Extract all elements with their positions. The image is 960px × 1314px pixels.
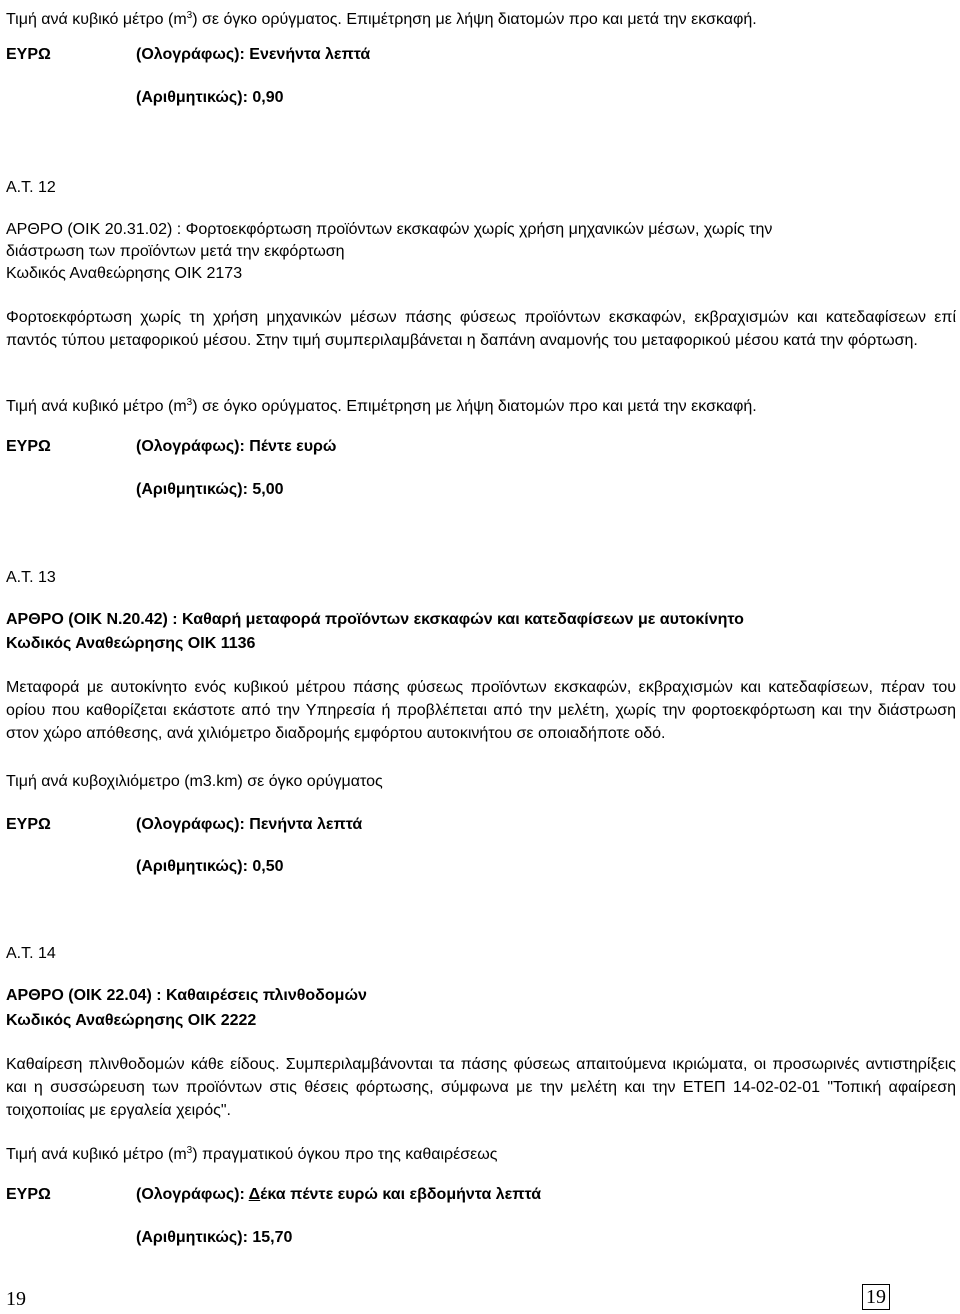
article-title: ΑΡΘΡΟ (ΟΙΚ 20.31.02) : Φορτοεκφόρτωση προϊόντων εκσκαφών χωρίς χρήση μηχανικών μέσων, χωρίς την bbox=[6, 221, 773, 238]
price-in-words: (Ολογράφως): Ενενήντα λεπτά bbox=[136, 46, 371, 63]
page-number-left: 19 bbox=[6, 1288, 26, 1310]
revision-code: Κωδικός Αναθεώρησης ΟΙΚ 1136 bbox=[6, 635, 256, 652]
currency-label: ΕΥΡΩ bbox=[6, 1186, 51, 1203]
item-number: Α.Τ. 13 bbox=[6, 569, 56, 586]
price-in-words: (Ολογράφως): Πέντε ευρώ bbox=[136, 438, 337, 455]
price-line: Τιμή ανά κυβικό μέτρο $(m^3)$ σε όγκο ορύγματος. Επιμέτρηση με λήψη διατομών προ και μετά την εκσκαφή. bbox=[6, 397, 757, 415]
currency-label: ΕΥΡΩ bbox=[6, 816, 51, 833]
item-number: Α.Τ. 12 bbox=[6, 179, 56, 196]
page-number-right: 19 bbox=[862, 1284, 890, 1310]
item-number: Α.Τ. 14 bbox=[6, 945, 56, 962]
article-title: ΑΡΘΡΟ (ΟΙΚ Ν.20.42) : Καθαρή μεταφορά προϊόντων εκσκαφών και κατεδαφίσεων με αυτοκίνητο bbox=[6, 611, 744, 628]
article-title-cont: διάστρωση των προϊόντων μετά την εκφόρτωση bbox=[6, 243, 345, 260]
price-in-words: (Ολογράφως): Πενήντα λεπτά bbox=[136, 816, 363, 833]
article-description: Φορτοεκφόρτωση χωρίς τη χρήση μηχανικών μέσων πάσης φύσεως προϊόντων εκσκαφών, εκβραχισμών και κατεδαφίσεων επί παντός τύπου μεταφορικού μέσου. Στην τιμή συμπεριλαμβάνεται η δαπάνη αναμονής του μεταφορικού μέσου κατά την φόρτωση. bbox=[6, 309, 956, 349]
price-line: Τιμή ανά κυβοχιλιόμετρο (m3.km) σε όγκο ορύγματος bbox=[6, 773, 383, 790]
article-description: Καθαίρεση πλινθοδομών κάθε είδους. Συμπεριλαμβάνονται τα πάσης φύσεως απαιτούμενα ικριώματα, οι προσωρινές αντιστηρίξεις και η συσσώρευση των προϊόντων στις θέσεις φόρτωσης, σύμφωνα με την μελέτη και την ΕΤΕΠ 14-02-02-01 "Τοπική αφαίρεση τοιχοποιίας με εργαλεία χειρός". bbox=[6, 1056, 956, 1119]
currency-label: ΕΥΡΩ bbox=[6, 438, 51, 455]
price-numeric: (Αριθμητικώς): 15,70 bbox=[136, 1229, 293, 1246]
price-numeric: (Αριθμητικώς): 0,90 bbox=[136, 89, 284, 106]
revision-code: Κωδικός Αναθεώρησης ΟΙΚ 2222 bbox=[6, 1012, 257, 1029]
price-line: Τιμή ανά κυβικό μέτρο $(m^3)$ σε όγκο ορύγματος. Επιμέτρηση με λήψη διατομών προ και μετά την εκσκαφή. bbox=[6, 10, 757, 28]
price-line: Τιμή ανά κυβικό μέτρο $(m^3)$ πραγματικού όγκου προ της καθαιρέσεως bbox=[6, 1145, 498, 1163]
revision-code: Κωδικός Αναθεώρησης ΟΙΚ 2173 bbox=[6, 265, 243, 282]
article-description: Μεταφορά με αυτοκίνητο ενός κυβικού μέτρου πάσης φύσεως προϊόντων εκσκαφών, εκβραχισμών και κατεδαφίσεων, πέραν του ορίου που καθορίζεται εκάστοτε από την Υπηρεσία ή προβλέπεται από την μελέτη, χωρίς την φορτοεκφόρτωση και την διάστρωση στον χώρο απόθεσης, ανά χιλιόμετρο διαδρομής εμφόρτου αυτοκινήτου σε οποιαδήποτε οδό. bbox=[6, 679, 956, 742]
price-in-words: (Ολογράφως): Δέκα πέντε ευρώ και εβδομήντα λεπτά bbox=[136, 1186, 542, 1203]
article-title: ΑΡΘΡΟ (ΟΙΚ 22.04) : Καθαιρέσεις πλινθοδομών bbox=[6, 987, 367, 1004]
price-numeric: (Αριθμητικώς): 5,00 bbox=[136, 481, 284, 498]
currency-label: ΕΥΡΩ bbox=[6, 46, 51, 63]
price-numeric: (Αριθμητικώς): 0,50 bbox=[136, 858, 284, 875]
